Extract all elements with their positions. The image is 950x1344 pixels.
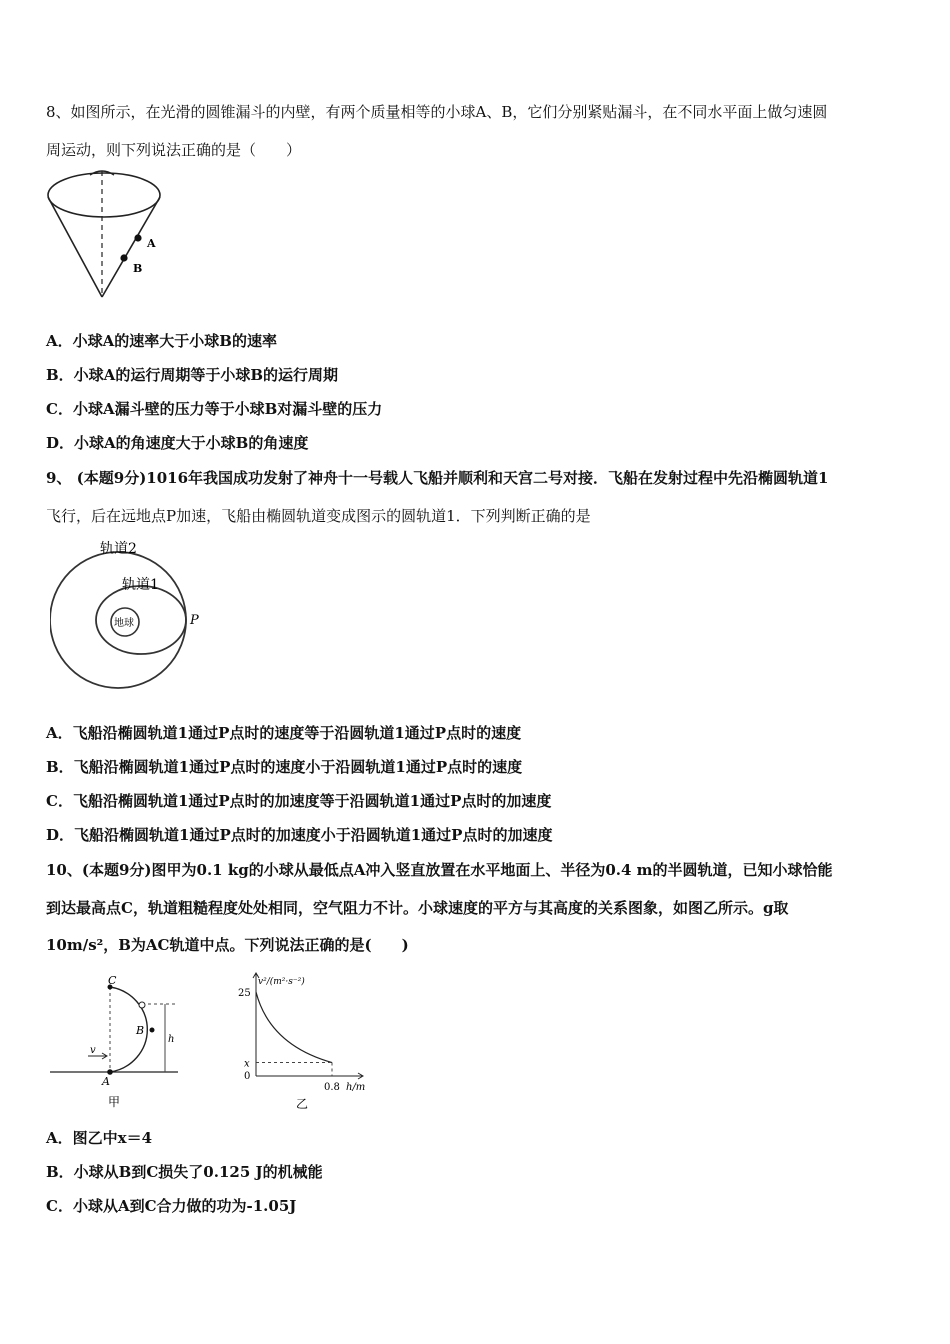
q9-option-b: B．飞船沿椭圆轨道1通过P点时的速度小于沿圆轨道1通过P点时的速度 [46, 758, 523, 776]
q10-stem-line2: 到达最高点C，轨道粗糙程度处处相同，空气阻力不计。小球速度的平方与其高度的关系图象，如图乙所示。g取 [46, 899, 789, 917]
caption-jia: 甲 [108, 1095, 121, 1109]
q10-stem-line1: 10、(本题9分)图甲为0.1 kg的小球从最低点A冲入竖直放置在水平地面上、半径为0.4 m的半圆轨道，已知小球恰能 [46, 861, 833, 879]
q9-orbit-figure [50, 532, 210, 697]
ball-on-track [139, 1002, 145, 1008]
q8-stem-line2: 周运动，则下列说法正确的是（ ） [46, 141, 302, 159]
q9-stem-line1: 9、 (本题9分)1016年我国成功发射了神舟十一号载人飞船并顺利和天宫二号对接．飞船在发射过程中先沿椭圆轨道1 [46, 469, 829, 487]
ball-a [134, 234, 141, 241]
q10-track-figure-jia [50, 972, 190, 1112]
q10-option-a: A．图乙中x＝4 [46, 1129, 153, 1147]
label-c: C [108, 974, 117, 987]
q10-chart-yi [222, 968, 382, 1113]
ball-b [120, 254, 127, 261]
q8-option-b: B．小球A的运行周期等于小球B的运行周期 [46, 366, 338, 384]
series-curve [256, 992, 332, 1063]
label-h: h [168, 1034, 175, 1045]
q10-option-c: C．小球从A到C合力做的功为-1.05J [46, 1197, 297, 1215]
q8-option-c: C．小球A漏斗壁的压力等于小球B对漏斗壁的压力 [46, 400, 383, 418]
q8-stem-line1: 8、如图所示，在光滑的圆锥漏斗的内壁，有两个质量相等的小球A、B，它们分别紧贴漏斗，在不同水平面上做匀速圆 [46, 103, 828, 121]
caption-yi: 乙 [296, 1097, 309, 1111]
label-v: v [90, 1045, 96, 1056]
y-tick-25: 25 [238, 988, 251, 999]
label-a: A [102, 1075, 110, 1088]
q9-option-d: D．飞船沿椭圆轨道1通过P点时的加速度小于沿圆轨道1通过P点时的加速度 [46, 826, 553, 844]
point-p-label: P [190, 613, 199, 628]
q8-option-d: D．小球A的角速度大于小球B的角速度 [46, 434, 309, 452]
orbit-1-ellipse [96, 586, 186, 654]
y-tick-x: x [244, 1058, 250, 1070]
orbit-1-label: 轨道1 [122, 577, 159, 593]
q10-option-b: B．小球从B到C损失了0.125 J的机械能 [46, 1163, 323, 1181]
q10-stem-line3: 10m/s²，B为AC轨道中点。下列说法正确的是( ) [46, 936, 409, 954]
q9-option-c: C．飞船沿椭圆轨道1通过P点时的加速度等于沿圆轨道1通过P点时的加速度 [46, 792, 552, 810]
q9-option-a: A．飞船沿椭圆轨道1通过P点时的速度等于沿圆轨道1通过P点时的速度 [46, 724, 522, 742]
origin-label: 0 [244, 1071, 251, 1082]
q9-stem-line2: 飞行，后在远地点P加速，飞船由椭圆轨道变成图示的圆轨道1．下列判断正确的是 [46, 507, 591, 525]
point-b [150, 1028, 155, 1033]
label-b: B [133, 262, 143, 275]
point-a [107, 1069, 113, 1075]
label-a: A [147, 237, 156, 250]
cone-rim [48, 173, 160, 217]
orbit-2-label: 轨道2 [100, 541, 137, 557]
cone-left-edge [48, 197, 102, 297]
x-axis-label: h/m [346, 1082, 366, 1093]
x-tick-0.8: 0.8 [324, 1082, 340, 1093]
q8-cone-figure [46, 165, 176, 305]
q8-option-a: A．小球A的速率大于小球B的速率 [46, 332, 277, 350]
label-b: B [136, 1024, 145, 1037]
earth-label: 地球 [114, 618, 134, 629]
y-axis-label: v²/(m²·s⁻²) [258, 977, 305, 987]
